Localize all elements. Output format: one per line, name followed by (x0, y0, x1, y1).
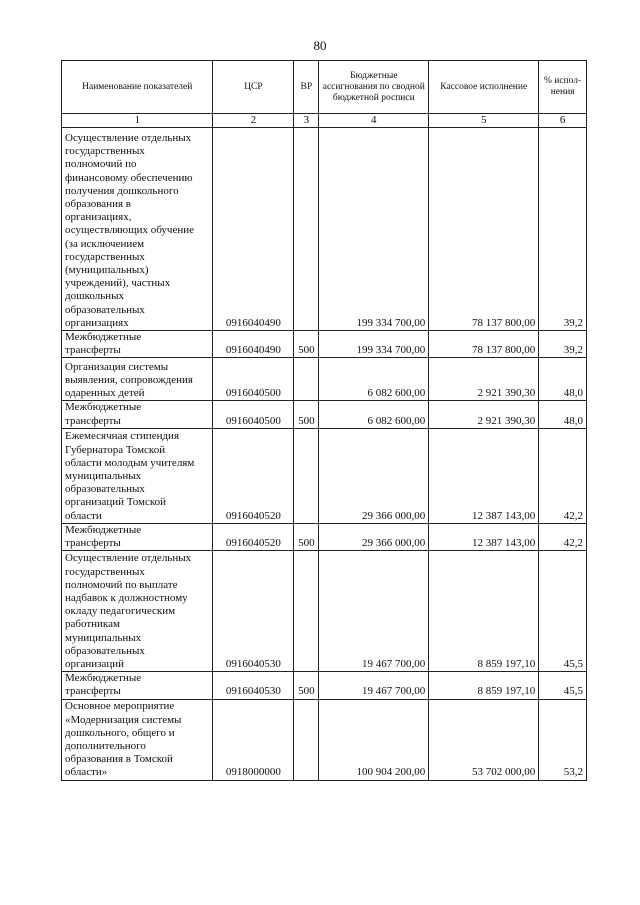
table-row (62, 428, 587, 523)
table-row (62, 331, 587, 358)
row-budget: 19 467 700,00 (319, 672, 429, 699)
row-cash: 8 859 197,10 (429, 672, 539, 699)
column-number-row (62, 114, 587, 128)
row-vr (294, 551, 319, 672)
row-vr: 500 (294, 331, 319, 358)
row-budget: 6 082 600,00 (319, 358, 429, 401)
row-csr: 0916040490 (213, 128, 294, 331)
table-row (62, 551, 587, 672)
row-percent: 42,2 (539, 523, 587, 550)
page-number: 80 (313, 38, 327, 53)
row-vr: 500 (294, 523, 319, 550)
row-cash: 78 137 800,00 (429, 128, 539, 331)
row-percent: 53,2 (539, 699, 587, 780)
table-row (62, 358, 587, 401)
row-vr (294, 128, 319, 331)
row-percent: 48,0 (539, 358, 587, 401)
row-cash: 78 137 800,00 (429, 331, 539, 358)
row-vr: 500 (294, 401, 319, 428)
row-name: Межбюджетные трансферты (62, 331, 213, 358)
row-name: Основное мероприятие «Модернизация системы дошкольного, общего и дополнительного образования в Томской области» (62, 699, 213, 780)
row-cash: 12 387 143,00 (429, 523, 539, 550)
row-cash: 2 921 390,30 (429, 358, 539, 401)
header-indicator-name: Наименование показателей (62, 61, 213, 114)
column-number: 5 (429, 114, 539, 128)
row-budget: 29 366 000,00 (319, 523, 429, 550)
row-csr: 0916040520 (213, 428, 294, 523)
row-vr (294, 428, 319, 523)
row-percent: 39,2 (539, 128, 587, 331)
row-vr (294, 699, 319, 780)
table-row (62, 699, 587, 780)
row-csr: 0916040500 (213, 401, 294, 428)
column-number: 4 (319, 114, 429, 128)
row-name: Организация системы выявления, сопровождения одаренных детей (62, 358, 213, 401)
row-name: Ежемесячная стипендия Губернатора Томской области молодым учителям муниципальных образовательных организаций Томской области (62, 428, 213, 523)
row-budget: 29 366 000,00 (319, 428, 429, 523)
row-csr: 0916040530 (213, 551, 294, 672)
row-name: Осуществление отдельных государственных полномочий по выплате надбавок к должностному окладу педагогическим работникам муниципальных образовательных организаций (62, 551, 213, 672)
row-percent: 48,0 (539, 401, 587, 428)
row-cash: 8 859 197,10 (429, 551, 539, 672)
row-percent: 45,5 (539, 551, 587, 672)
row-percent: 39,2 (539, 331, 587, 358)
header-vr: ВР (294, 61, 319, 114)
table-row (62, 523, 587, 550)
row-csr: 0916040500 (213, 358, 294, 401)
header-budget-allocations: Бюджетные ассигнования по сводной бюджетной росписи (319, 61, 429, 114)
budget-execution-table (61, 60, 587, 781)
table-row (62, 401, 587, 428)
table-row (62, 128, 587, 331)
row-budget: 100 904 200,00 (319, 699, 429, 780)
header-csr: ЦСР (213, 61, 294, 114)
header-row (62, 61, 587, 114)
column-number: 1 (62, 114, 213, 128)
row-csr: 0918000000 (213, 699, 294, 780)
row-csr: 0916040530 (213, 672, 294, 699)
column-number: 2 (213, 114, 294, 128)
row-name: Межбюджетные трансферты (62, 401, 213, 428)
row-percent: 45,5 (539, 672, 587, 699)
row-cash: 53 702 000,00 (429, 699, 539, 780)
row-cash: 12 387 143,00 (429, 428, 539, 523)
row-name: Межбюджетные трансферты (62, 523, 213, 550)
column-number: 3 (294, 114, 319, 128)
header-execution-percent: % испол-нения (539, 61, 587, 114)
table-row (62, 672, 587, 699)
column-number: 6 (539, 114, 587, 128)
row-budget: 199 334 700,00 (319, 128, 429, 331)
row-csr: 0916040520 (213, 523, 294, 550)
row-budget: 199 334 700,00 (319, 331, 429, 358)
row-name: Межбюджетные трансферты (62, 672, 213, 699)
row-csr: 0916040490 (213, 331, 294, 358)
row-percent: 42,2 (539, 428, 587, 523)
row-cash: 2 921 390,30 (429, 401, 539, 428)
row-budget: 19 467 700,00 (319, 551, 429, 672)
row-vr (294, 358, 319, 401)
row-budget: 6 082 600,00 (319, 401, 429, 428)
header-cash-execution: Кассовое исполнение (429, 61, 539, 114)
row-name: Осуществление отдельных государственных полномочий по финансовому обеспечению получения дошкольного образования в организациях, осуществляющих обучение (за исключением государственных (муниципальных) учреждений), частных дошкольных образовательных организациях (62, 128, 213, 331)
row-vr: 500 (294, 672, 319, 699)
